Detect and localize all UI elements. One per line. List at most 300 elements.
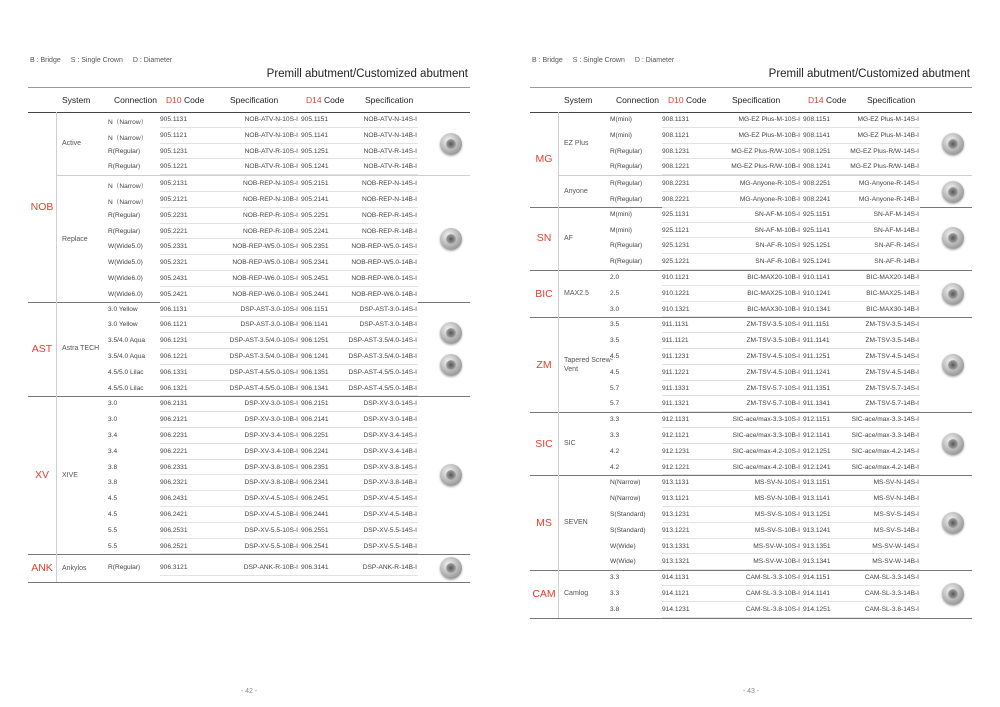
d14-code-cell: 908.1251 [803, 147, 831, 155]
d14-code-cell: 912.1241 [803, 463, 831, 471]
connection-cell: 4.5/5.0 Lilac [108, 384, 144, 392]
d14-specification-cell: MS-SV-S-14S-I [873, 510, 919, 518]
header-d14-specification: Specification [867, 95, 916, 105]
d14-code-cell: 911.1351 [803, 384, 831, 392]
d14-specification-cell: SN-AF-R-14B-I [874, 258, 919, 266]
d14-specification-cell: NOB-REP-R-14B-I [362, 227, 417, 235]
legend-diameter: D : Diameter [634, 57, 675, 64]
d10-code-cell: 911.1121 [662, 337, 689, 345]
d14-code-cell: 910.1341 [803, 305, 831, 313]
d14-specification-cell: DSP-XV-3.0-14S-I [363, 400, 417, 408]
d14-code-cell: 905.1241 [301, 163, 329, 171]
d14-code-cell: 911.1341 [803, 400, 831, 408]
d14-specification-cell: DSP-AST-3.5/4.0-14B-I [348, 352, 417, 360]
legend-single-crown: S : Single Crown [572, 57, 625, 64]
table-row [108, 255, 418, 271]
d10-specification-cell: MS-SV-S-10B-I [754, 526, 800, 534]
table-row [610, 365, 920, 381]
system-name: SEVEN [564, 519, 588, 527]
header-system: System [564, 95, 593, 105]
d10-code-cell: 913.1231 [662, 510, 690, 518]
d10-code-cell: 913.1121 [662, 495, 690, 503]
d14-specification-cell: MG-EZ Plus-R/W-14S-I [850, 147, 919, 155]
abutment-image [942, 227, 964, 249]
table-row [108, 176, 418, 192]
d10-specification-cell: MG-Anyone-R-10S-I [739, 180, 800, 188]
d14-specification-cell: NOB-REP-W6.0-14B-I [351, 290, 417, 298]
d14-specification-cell: DSP-ANK-R-14B-I [362, 564, 417, 572]
d14-code-cell: 906.2451 [301, 495, 329, 503]
d14-code-cell: 905.1251 [301, 147, 329, 155]
d10-specification-cell: ZM-TSV-4.5-10B-I [746, 368, 800, 376]
header-connection: Connection [114, 95, 158, 105]
connection-cell: W(Wide5.0) [108, 243, 143, 251]
table-row [610, 238, 920, 254]
abutment-image [942, 512, 964, 534]
connection-cell: M(mini) [610, 210, 632, 218]
d10-specification-cell: CAM-SL-3.3-10B-I [745, 589, 800, 597]
d14-specification-cell: ZM-TSV-3.5-14B-I [865, 337, 919, 345]
header-d14-code: Code [826, 95, 847, 105]
connection-cell: 3.3 [610, 589, 620, 597]
d10-code-cell: 905.2431 [160, 274, 188, 282]
table-row [108, 507, 418, 523]
abutment-image [942, 433, 964, 455]
table-row [610, 223, 920, 239]
d14-specification-cell: SIC-ace/max-4.2-14B-I [851, 463, 919, 471]
connection-cell: 2.0 [610, 274, 620, 281]
d10-code-cell: 913.1331 [662, 542, 690, 550]
d10-code-cell: 908.2231 [662, 180, 690, 188]
d14-code-cell: 906.2151 [301, 400, 329, 408]
d14-code-cell: 914.1141 [803, 589, 831, 597]
d10-specification-cell: DSP-AST-3.5/4.0-10S-I [229, 337, 298, 345]
d14-code-cell: 905.2351 [301, 243, 329, 251]
table-row [610, 554, 920, 570]
brand-label: XV [28, 396, 57, 554]
d14-code-cell: 914.1151 [803, 574, 831, 582]
d14-specification-cell: NOB-ATV-N-14B-I [363, 131, 417, 139]
system-group [56, 175, 470, 302]
connection-cell: 5.7 [610, 384, 620, 392]
d14-specification-cell: MS-SV-W-14B-I [872, 558, 919, 566]
d10-specification-cell: DSP-XV-4.5-10S-I [244, 495, 298, 503]
connection-cell: W(Wide) [610, 542, 636, 550]
connection-cell: 3.8 [610, 605, 620, 613]
d10-code-cell: 906.2331 [160, 463, 188, 471]
d10-code-cell: 912.1231 [662, 447, 690, 455]
system-group [56, 302, 470, 397]
table-row [108, 460, 418, 476]
d10-code-cell: 905.2321 [160, 259, 188, 267]
connection-cell: R(Regular) [610, 180, 643, 188]
connection-cell: R(Regular) [108, 564, 141, 572]
d10-code-cell: 906.1321 [160, 384, 188, 392]
d14-code-cell: 906.2341 [301, 479, 329, 487]
d14-code-cell: 913.1241 [803, 526, 831, 534]
d14-code-cell: 911.1151 [803, 321, 830, 329]
d10-specification-cell: SIC-ace/max-4.2-10B-I [732, 463, 800, 471]
system-group [558, 412, 972, 475]
connection-cell: R(Regular) [610, 242, 643, 250]
d14-specification-cell: NOB-REP-W5.0-14S-I [351, 243, 417, 251]
table-row [108, 491, 418, 507]
connection-cell: 5.5 [108, 542, 118, 550]
d14-code-cell: 913.1151 [803, 479, 831, 487]
connection-cell: 4.2 [610, 463, 620, 471]
d10-code-cell: 906.1131 [160, 305, 188, 313]
d10-specification-cell: NOB-REP-R-10B-I [243, 227, 298, 235]
d14-specification-cell: CAM-SL-3.3-14B-I [864, 589, 919, 597]
d14-specification-cell: DSP-XV-3.4-14S-I [363, 431, 417, 439]
d10-code-cell: 905.2121 [160, 195, 188, 203]
table-row [108, 333, 418, 349]
d14-specification-cell: SIC-ace/max-3.3-14S-I [851, 416, 919, 424]
d14-code-cell: 905.2151 [301, 180, 329, 188]
header-d10-code: Code [686, 95, 707, 105]
brand-group-sn [530, 207, 972, 271]
abutment-image [440, 228, 462, 250]
d10-code-cell: 906.2221 [160, 447, 188, 455]
d10-code-cell: 905.2231 [160, 211, 188, 219]
connection-cell: 2.5 [610, 289, 620, 297]
table-row [610, 602, 920, 618]
d10-specification-cell: SN-AF-R-10S-I [755, 242, 800, 250]
connection-cell: R(Regular) [610, 258, 643, 266]
system-group [558, 570, 972, 617]
d10-code-cell: 906.1331 [160, 368, 188, 376]
d10-specification-cell: DSP-AST-4.5/5.0-10B-I [229, 384, 298, 392]
table-row [108, 208, 418, 224]
table-header [28, 87, 470, 113]
d10-specification-cell: MS-SV-N-10B-I [754, 495, 800, 503]
table-row [610, 207, 920, 223]
d10-specification-cell: DSP-AST-4.5/5.0-10S-I [229, 368, 298, 376]
d14-code-cell: 925.1151 [803, 210, 831, 218]
connection-cell: R(Regular) [108, 227, 141, 235]
d14-specification-cell: DSP-AST-4.5/5.0-14S-I [348, 368, 417, 376]
d10-code-cell: 913.1321 [662, 558, 690, 566]
d14-specification-cell: SN-AF-M-14S-I [873, 210, 919, 218]
table-row [610, 396, 920, 412]
d14-specification-cell: ZM-TSV-4.5-14S-I [865, 352, 919, 360]
d14-code-cell: 905.2441 [301, 290, 329, 298]
d14-specification-cell: ZM-TSV-5.7-14B-I [865, 400, 919, 408]
d14-code-cell: 908.1151 [803, 116, 831, 123]
d10-specification-cell: MS-SV-S-10S-I [754, 510, 800, 518]
connection-cell: 4.5 [610, 368, 620, 376]
system-group [56, 396, 470, 554]
d10-specification-cell: MS-SV-W-10B-I [753, 558, 800, 566]
d10-specification-cell: BIC-MAX20-10B-I [747, 274, 800, 281]
d10-code-cell: 905.2331 [160, 243, 188, 251]
d14-code-cell: 911.1251 [803, 352, 831, 360]
d10-specification-cell: SIC-ace/max-3.3-10S-I [732, 416, 800, 424]
d14-specification-cell: MS-SV-N-14S-I [873, 479, 919, 487]
table-row [108, 396, 418, 412]
brand-label: BIC [530, 270, 559, 317]
left-page [28, 0, 470, 707]
legend [30, 57, 182, 64]
d10-specification-cell: MG-EZ Plus-R/W-10B-I [731, 163, 800, 171]
table-row [108, 539, 418, 555]
d10-specification-cell: NOB-ATV-N-10S-I [244, 116, 298, 123]
page-number: - 42 - [240, 688, 258, 695]
d14-code-cell: 913.1341 [803, 558, 831, 566]
connection-cell: S(Standard) [610, 526, 646, 534]
d10-code-cell: 906.1221 [160, 352, 188, 360]
table-row [610, 523, 920, 539]
d10-specification-cell: BIC-MAX30-10B-I [747, 305, 800, 313]
d14-specification-cell: MG-EZ Plus-R/W-14B-I [850, 163, 919, 171]
d10-specification-cell: ZM-TSV-3.5-10B-I [746, 337, 800, 345]
system-name: AF [564, 234, 573, 242]
d10-code-cell: 910.1221 [662, 289, 690, 297]
table-row [108, 239, 418, 255]
system-name: Anyone [564, 188, 588, 196]
d10-specification-cell: DSP-AST-3.0-10S-I [240, 305, 298, 313]
d14-code-cell: 912.1141 [803, 431, 831, 439]
d14-code-cell: 911.1141 [803, 337, 830, 345]
table-row [610, 570, 920, 586]
table-row [610, 539, 920, 555]
connection-cell: R(Regular) [108, 163, 141, 171]
brand-group-ast [28, 302, 470, 398]
d14-code-cell: 908.1241 [803, 163, 831, 171]
d10-specification-cell: DSP-XV-3.4-10S-I [244, 431, 298, 439]
d14-specification-cell: DSP-AST-3.0-14S-I [359, 305, 417, 313]
table-row [108, 428, 418, 444]
d14-code-cell: 914.1251 [803, 605, 831, 613]
header-d10-code: Code [184, 95, 205, 105]
d14-specification-cell: MG-EZ Plus-M-14B-I [857, 131, 919, 139]
d14-code-cell: 913.1351 [803, 542, 831, 550]
d14-code-cell: 906.2351 [301, 463, 329, 471]
d14-specification-cell: MS-SV-W-14S-I [872, 542, 919, 550]
d14-specification-cell: DSP-AST-3.5/4.0-14S-I [348, 337, 417, 345]
connection-cell: 4.5 [108, 510, 118, 518]
legend-bridge: B : Bridge [532, 57, 563, 64]
d10-specification-cell: ZM-TSV-5.7-10S-I [746, 384, 800, 392]
d10-code-cell: 906.2431 [160, 495, 188, 503]
table-row [108, 302, 418, 318]
table-row [610, 176, 920, 192]
header-system: System [62, 95, 91, 105]
d10-specification-cell: MS-SV-N-10S-I [754, 479, 800, 487]
d14-specification-cell: ZM-TSV-3.5-14S-I [865, 321, 919, 329]
d10-code-cell: 905.1131 [160, 116, 188, 123]
table-row [610, 507, 920, 523]
d10-specification-cell: ZM-TSV-3.5-10S-I [746, 321, 800, 329]
header-d14-specification: Specification [365, 95, 414, 105]
d10-specification-cell: NOB-REP-W6.0-10B-I [232, 290, 298, 298]
d14-code-cell: 912.1251 [803, 447, 831, 455]
header-d14-code: Code [324, 95, 345, 105]
d14-specification-cell: NOB-REP-R-14S-I [362, 211, 417, 219]
brand-label: MS [530, 475, 559, 570]
connection-cell: 4.5 [610, 352, 620, 360]
brand-group-bic [530, 270, 972, 318]
connection-cell: 3.0 Yellow [108, 305, 138, 313]
d10-specification-cell: ZM-TSV-5.7-10B-I [746, 400, 800, 408]
d10-code-cell: 911.1221 [662, 368, 690, 376]
connection-cell: 3.3 [610, 431, 620, 439]
d10-specification-cell: DSP-XV-3.4-10B-I [244, 447, 298, 455]
d10-code-cell: 911.1231 [662, 352, 690, 360]
d14-code-cell: 906.2141 [301, 416, 329, 424]
d10-code-cell: 908.1221 [662, 163, 690, 171]
d14-code-cell: 913.1251 [803, 510, 831, 518]
right-page [530, 0, 972, 707]
brand-group-mg [530, 112, 972, 208]
d14-specification-cell: DSP-XV-3.4-14B-I [363, 447, 417, 455]
brand-group-nob [28, 112, 470, 303]
table-row [610, 144, 920, 160]
d14-code-cell: 905.2341 [301, 259, 329, 267]
brand-group-cam [530, 570, 972, 618]
d10-specification-cell: DSP-AST-3.0-10B-I [240, 321, 298, 329]
d14-specification-cell: NOB-REP-N-14B-I [362, 195, 417, 203]
table-row [610, 412, 920, 428]
d10-specification-cell: SIC-ace/max-3.3-10B-I [732, 431, 800, 439]
connection-cell: R(Regular) [108, 211, 141, 219]
d10-code-cell: 906.2521 [160, 542, 188, 550]
header-d10: D10 [668, 95, 684, 105]
connection-cell: W(Wide5.0) [108, 259, 143, 267]
table-row [610, 349, 920, 365]
d14-specification-cell: BIC-MAX20-14B-I [866, 274, 919, 281]
d14-specification-cell: NOB-REP-N-14S-I [362, 180, 417, 188]
d14-specification-cell: NOB-REP-W5.0-14B-I [351, 259, 417, 267]
d10-code-cell: 914.1121 [662, 589, 690, 597]
table-row [610, 428, 920, 444]
connection-cell: R(Regular) [610, 147, 643, 155]
connection-cell: 3.0 [108, 400, 118, 408]
abutment-image [942, 354, 964, 376]
d14-specification-cell: MS-SV-N-14B-I [873, 495, 919, 503]
brand-group-ms [530, 475, 972, 571]
table-row [610, 128, 920, 144]
connection-cell: 3.0 [108, 416, 118, 424]
d14-specification-cell: DSP-XV-5.5-14B-I [363, 542, 417, 550]
brand-group-zm [530, 317, 972, 413]
d14-specification-cell: ZM-TSV-4.5-14B-I [865, 368, 919, 376]
d14-code-cell: 905.2251 [301, 211, 329, 219]
d14-code-cell: 905.1141 [301, 131, 329, 139]
d14-specification-cell: CAM-SL-3.8-14S-I [864, 605, 919, 613]
brand-label: NOB [28, 112, 57, 302]
connection-cell: 5.7 [610, 400, 620, 408]
abutment-image [440, 133, 462, 155]
d10-code-cell: 913.1221 [662, 526, 690, 534]
d14-code-cell: 910.1141 [803, 274, 831, 281]
table-row [108, 523, 418, 539]
system-group [558, 270, 972, 317]
d10-specification-cell: BIC-MAX25-10B-I [747, 289, 800, 297]
d10-specification-cell: MG-EZ Plus-R/W-10S-I [731, 147, 800, 155]
d10-specification-cell: NOB-ATV-R-10S-I [244, 147, 298, 155]
d10-code-cell: 905.1121 [160, 131, 188, 139]
legend [532, 57, 684, 64]
d10-code-cell: 905.1231 [160, 147, 188, 155]
d14-specification-cell: DSP-XV-3.8-14S-I [363, 463, 417, 471]
abutment-image [942, 181, 964, 203]
d14-code-cell: 906.1251 [301, 337, 329, 345]
abutment-image [440, 557, 462, 579]
system-name: MAX2.5 [564, 290, 589, 298]
d14-specification-cell: NOB-ATV-R-14S-I [363, 147, 417, 155]
d10-specification-cell: DSP-XV-3.8-10B-I [244, 479, 298, 487]
header-d14: D14 [306, 95, 322, 105]
connection-cell: N（Narrow） [108, 119, 148, 126]
connection-cell: N(Narrow) [610, 479, 641, 487]
d10-specification-cell: NOB-ATV-N-10B-I [244, 131, 298, 139]
legend-diameter: D : Diameter [132, 57, 173, 64]
table-row [610, 444, 920, 460]
connection-cell: 3.5/4.0 Aqua [108, 337, 146, 345]
table-row [108, 365, 418, 381]
connection-cell: 3.4 [108, 447, 118, 455]
system-group [558, 317, 972, 412]
header-d14: D14 [808, 95, 824, 105]
d14-specification-cell: MS-SV-S-14B-I [873, 526, 919, 534]
table-row [108, 112, 418, 128]
table-row [108, 444, 418, 460]
header-d10-specification: Specification [230, 95, 279, 105]
d10-specification-cell: MG-EZ Plus-M-10B-I [738, 131, 800, 139]
d10-specification-cell: ZM-TSV-4.5-10S-I [746, 352, 800, 360]
table-row [610, 317, 920, 333]
brand-label: SN [530, 207, 559, 270]
d14-specification-cell: NOB-ATV-R-14B-I [363, 163, 417, 171]
d14-code-cell: 913.1141 [803, 495, 831, 503]
d10-specification-cell: MG-Anyone-R-10B-I [739, 195, 800, 203]
d14-specification-cell: NOB-ATV-N-14S-I [363, 116, 417, 123]
table-row [108, 317, 418, 333]
d10-code-cell: 908.2221 [662, 195, 690, 203]
connection-cell: 4.5 [108, 495, 118, 503]
table-row [108, 475, 418, 491]
abutment-image [440, 354, 462, 376]
d14-specification-cell: NOB-REP-W6.0-14S-I [351, 274, 417, 282]
d10-code-cell: 906.2421 [160, 510, 188, 518]
d14-specification-cell: DSP-XV-4.5-14S-I [363, 495, 417, 503]
system-group [558, 112, 972, 175]
d10-specification-cell: NOB-ATV-R-10B-I [244, 163, 298, 171]
d14-code-cell: 906.2241 [301, 447, 329, 455]
d10-code-cell: 906.2131 [160, 400, 188, 408]
d10-code-cell: 910.1321 [662, 305, 690, 313]
d14-code-cell: 908.2241 [803, 195, 831, 203]
table-row [108, 159, 418, 175]
d14-specification-cell: DSP-XV-5.5-14S-I [363, 526, 417, 534]
d14-specification-cell: ZM-TSV-5.7-14S-I [865, 384, 919, 392]
abutment-image [942, 283, 964, 305]
d10-specification-cell: DSP-XV-5.5-10S-I [244, 526, 298, 534]
table-row [108, 560, 418, 576]
brand-label: ANK [28, 554, 57, 582]
d14-code-cell: 908.1141 [803, 131, 831, 139]
header-d10-specification: Specification [732, 95, 781, 105]
d14-code-cell: 925.1141 [803, 226, 831, 234]
table-row [610, 192, 920, 208]
system-name: EZ Plus [564, 140, 589, 148]
connection-cell: 3.0 Yellow [108, 321, 138, 329]
table-row [610, 381, 920, 397]
connection-cell: 4.5/5.0 Lilac [108, 368, 144, 376]
connection-cell: N（Narrow） [108, 183, 148, 191]
connection-cell: M(mini) [610, 226, 632, 234]
